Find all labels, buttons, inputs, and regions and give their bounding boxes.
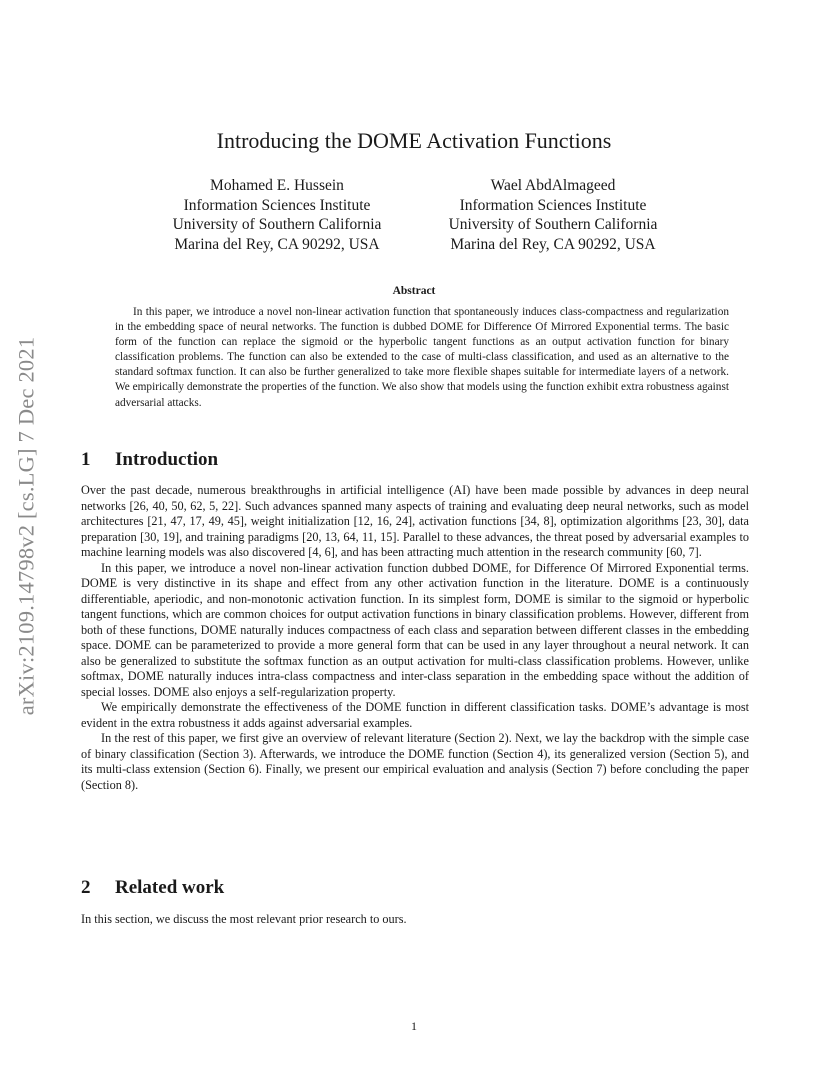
section-heading-introduction [81,449,218,471]
arxiv-identifier [8,296,44,756]
section-title: Introduction [115,449,219,470]
related-work-body [81,912,749,928]
abstract-heading: Abstract [392,285,436,297]
abstract-text: In this paper, we introduce a novel non-linear activation function that spontaneously induces class-compactness and regularization in the embedding space of neural networks. The function is dubbed DOME for Difference Of Mirrored Exponential terms. The basic form of the function can replace the sigmoid or the hyperbolic tangent functions as an output activation function for binary classification problems. The function can also be extended to the case of multi-class classification, and used as an alternative to the standard softmax function. It can also be further generalized to take more flexible shapes suitable for intermediate layers of a network. We empirically demonstrate the properties of the function. We also show that models using the function exhibit extra robustness against adversarial attacks. [115,306,729,409]
paragraph: Over the past decade, numerous breakthroughs in artificial intelligence (AI) have been made possible by advances in deep neural networks [26, 40, 50, 62, 5, 22]. Such advances spanned many aspects of training and evaluating deep neural networks, such as model architectures [21, 47, 17, 49, 45], weight initialization [12, 16, 24], activation functions [34, 8], optimization algorithms [23, 30], data preparation [30, 19], and training paradigms [20, 13, 64, 11, 15]. Parallel to these advances, the threat posed by adversarial examples to machine learning models was also discovered [4, 6], and has been attracting much attention in the research community [60, 7]. [81,483,749,559]
section-heading-related-work [81,877,224,899]
author-institute: Information Sciences Institute [459,196,647,214]
author-university: University of Southern California [172,216,382,233]
author-name: Mohamed E. Hussein [210,177,344,194]
section-title: Related work [115,877,225,898]
paragraph: We empirically demonstrate the effectiveness of the DOME function in different classification tasks. DOME’s advantage is most evident in the extra robustness it adds against adversarial examples. [81,700,749,730]
paper-title: Introducing the DOME Activation Functions [216,128,612,153]
section-number: 2 [81,877,91,898]
paragraph: In this section, we discuss the most relevant prior research to ours. [81,912,407,926]
paragraph: In the rest of this paper, we first give an overview of relevant literature (Section 2). Next, we lay the backdrop with the simple case of binary classification (Section 3). Afterwards, we introduce the DOME function (Section 4), its generalized version (Section 5), and its multi-class extension (Section 6). Finally, we present our empirical evaluation and analysis (Section 7) before concluding the paper (Section 8). [81,731,749,792]
author-name: Wael AbdAlmageed [490,177,616,194]
paragraph: In this paper, we introduce a novel non-linear activation function dubbed DOME, for Difference Of Mirrored Exponential terms. DOME is very distinctive in its shape and effect from any other activation function in the literature. DOME is a continuously differentiable, aperiodic, and non-monotonic activation function. In its simplest form, DOME is similar to the sigmoid or hyperbolic tangent functions, which are common choices for output activation functions in binary classification problems. However, different from both of these functions, DOME naturally induces compactness of each class and separation between different classes in the embedding space. DOME can be parameterized to provide a more general form that can be used in any layer throughout a neural network. It can also be generalized to substitute the softmax function as an output activation for multi-class classification problems. However, unlike softmax, DOME naturally induces intra-class compactness and inter-class separation in the embedding space without the addition of special losses. DOME also enjoys a self-regularization property. [81,560,749,699]
introduction-body [81,483,749,793]
section-number: 1 [81,449,91,470]
arxiv-identifier-text: arXiv:2109.14798v2 [cs.LG] 7 Dec 2021 [13,336,39,716]
author-block-1 [150,176,404,254]
author-location: Marina del Rey, CA 90292, USA [174,235,380,253]
author-university: University of Southern California [448,216,658,233]
page-number: 1 [411,1019,417,1033]
author-location: Marina del Rey, CA 90292, USA [450,235,656,253]
author-block-2 [426,176,680,254]
author-institute: Information Sciences Institute [183,196,371,214]
